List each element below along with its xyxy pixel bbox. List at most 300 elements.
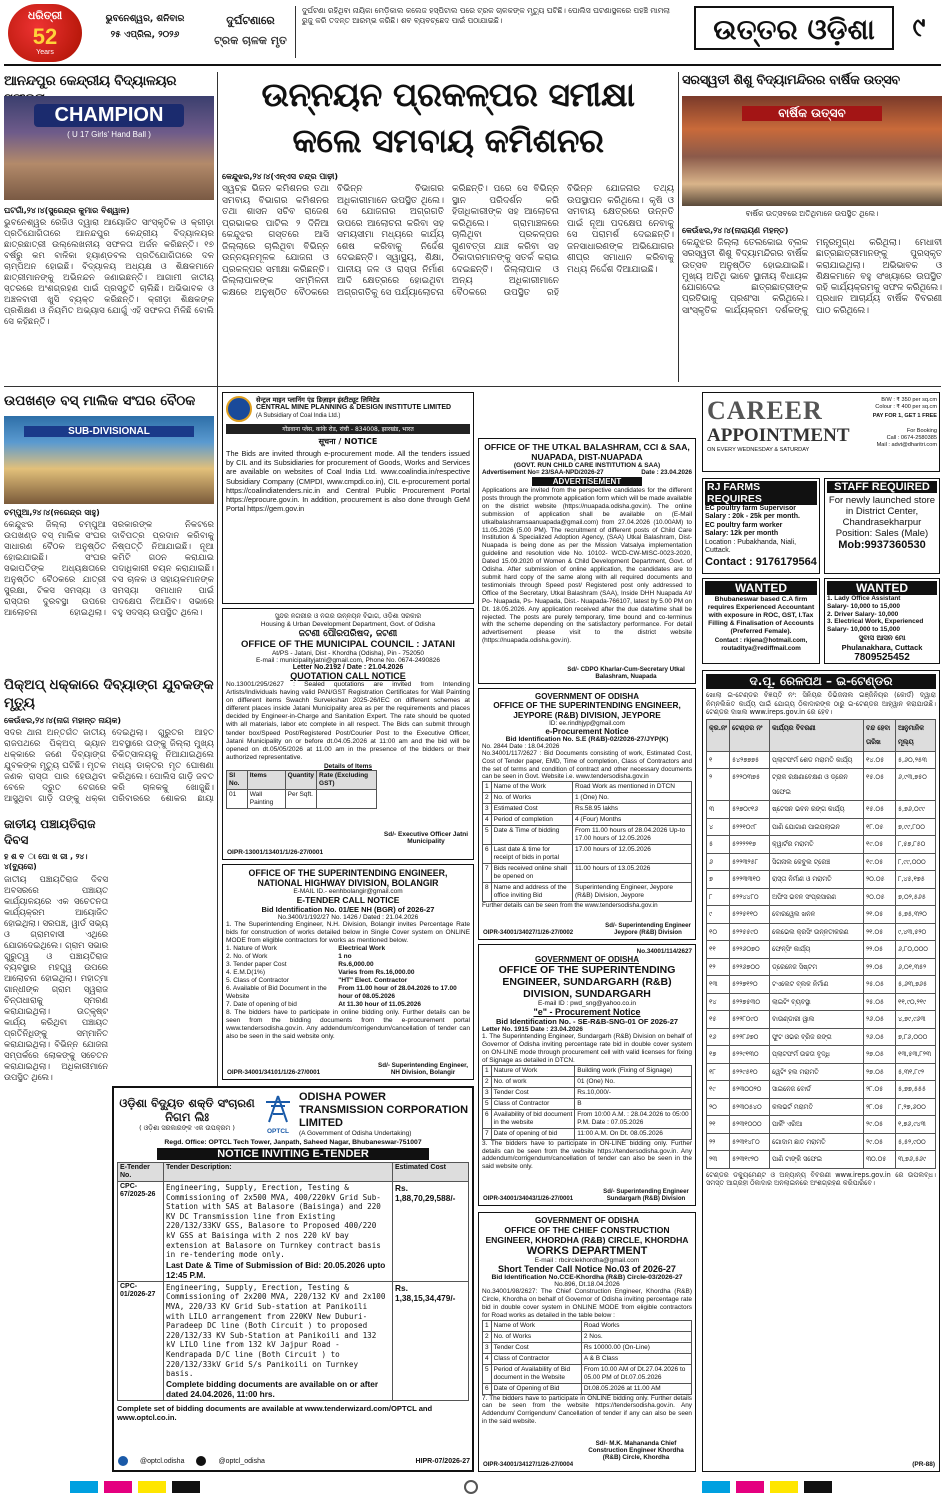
khordha-body-2: 7. The bidders have to participate in ONLINE bidding only. Further details can be seen from the website https://tendersodisha.gov.in. Any Addendum/ Corrigendum/ Cancellation of tender if any can also be seen in the said website. <box>482 1394 692 1426</box>
table-cell: Nature of Work <box>491 1065 575 1076</box>
sundargarh-govt: GOVERNMENT OF ODISHA <box>534 955 639 964</box>
table-row <box>483 1342 692 1353</box>
table-cell: ୬,୦୧,୩୫୨ <box>896 958 936 976</box>
nh-bid: Bid Identification No. 01/EE NH (BGR) of 2026-27 <box>261 905 435 914</box>
table-row <box>707 958 936 976</box>
nh-cell: Rs.6,000.00 <box>338 961 374 968</box>
table-header: ବନ୍ଦ ହେବା ତାରିଖ <box>864 719 896 751</box>
table-cell: ୫,୬୦,୨୫୩ <box>896 751 936 769</box>
table-header: ଆନୁମାନିକ ମୂଲ୍ୟ <box>896 719 936 751</box>
nh-ref: OIPR-34001/34101/1/26-27/0001 <box>227 1069 321 1076</box>
nh-cell: At 11.30 hour of 11.05.2026 <box>338 1001 421 1008</box>
table-cell: ୨୦.୦୫ <box>864 888 896 906</box>
teaser-text: ଦୁର୍ଘଟଣା ରହିଥିବା ନାୟିକା ମେଡ଼ିକାଲ କଲେଜ ହସ୍ପିଟାଲ ପରେ ଟ୍ରକ ଚାଳକଙ୍କ ମୃତ୍ୟୁ ଘଟିଛି। ପୋଲିସ ଘଟଣାସ୍ଥଳରେ ପହଞ୍ଚି ମାମଲା ରୁଜୁ କରି ତଦନ୍ତ ଆରମ୍ଭ କରିଛି। ଶବ ବ୍ୟବଚ୍ଛେଦ ପାଇଁ ପଠାଯାଇଛି। <box>302 6 670 25</box>
table-cell: ୨୧ <box>707 1116 730 1134</box>
ad-jatani <box>222 608 474 860</box>
jeypore-letter: No. 2844 Date : 18.04.2026 <box>482 743 560 751</box>
ad-sundargarh <box>478 944 696 1206</box>
jatani-td: 01 <box>227 789 248 808</box>
optcl-org-en: ODISHA POWER TRANSMISSION CORPORATION LIMITED <box>299 1091 469 1129</box>
panchayat-headline: ଜାତୀୟ ପଞ୍ଚାୟତିରାଜ ଦିବସ <box>4 817 96 847</box>
cmpdi-body: The Bids are invited through e-procurement mode. All the tenders issued by CIL and its Subsidiaries for procurement of Goods, Works and Services are available on websites of Coal India Ltd. www.coalindia.in/respective Subsidiary Company (CMPDI, www.cmpdi.co.in), CIL e-procurement portal https://coalindiatenders.nic.in and Central Public Procurement Portal https://eprocure.gov.in. In addition, procurement is also done through GeM Portal https://gem.gov.in <box>226 449 470 514</box>
table-cell: 01 (One) No. <box>575 1076 692 1087</box>
jeypore-ref: OIPR-34001/34027/1/26-27/0002 <box>483 929 574 936</box>
table-cell: ୧,୭୬,୯୪୩ <box>896 1116 936 1134</box>
color-swatch <box>172 1481 200 1493</box>
table-cell: ୨୦.୦୫ <box>864 871 896 889</box>
table-cell: ୩,୭୬,୫୬୯ <box>896 1151 936 1169</box>
staff-mob: Mob:9937360530 <box>838 539 926 551</box>
balashram-sign: Sd/- CDPO Kharlar-Cum-Secretary Utkal Balashram, Nuapada <box>567 666 685 680</box>
table-cell: ୫୨୨୭୫୩୦ <box>730 993 770 1011</box>
sundargarh-email: E-mail ID : pwd_sng@yahoo.co.in <box>537 1000 636 1007</box>
table-cell: ୨୭.୦୫ <box>864 1063 896 1081</box>
jatani-td <box>317 789 377 808</box>
table-cell: 2 <box>483 1076 492 1087</box>
khordha-govt: GOVERNMENT OF ODISHA <box>534 1216 639 1225</box>
table-cell: ୨୫.୦୫ <box>864 993 896 1011</box>
table-cell: Period of completion <box>491 815 572 826</box>
table-cell: 2 <box>483 1331 492 1342</box>
color-swatch <box>138 1481 166 1493</box>
table-cell: ସିଗନାଲ କେବୁଲ ଟ୍ରେଞ୍ଚ <box>770 853 864 871</box>
wanted-2-line-1: 1. Lady Office Assistant <box>827 595 901 602</box>
career-mail: Mail : advt@dharitri.com <box>876 442 937 448</box>
table-cell: ୫,୩୧,୮୯୨ <box>896 1063 936 1081</box>
story-kv-dateline: ଘଟଗାଁ,୨୪।୪(ସୁରେନ୍ଦ୍ର କୁମାର ବିଶ୍ୱାଳ) <box>4 206 130 215</box>
sundargarh-bid: Bid Identification No. - SE-R&B-SNG-01 OF 2026-27 <box>495 1017 679 1026</box>
career-offer: PAY FOR 1, GET 1 FREE <box>872 413 937 419</box>
masthead <box>0 0 945 68</box>
bus-dateline: ଚମ୍ପୁଆ,୨୪।୪(ନରେନ୍ଦ୍ର ସାହୁ) <box>4 508 100 517</box>
table-row <box>707 1116 936 1134</box>
table-cell: ୫ <box>707 836 730 854</box>
table-cell: ୧୩ <box>707 976 730 994</box>
story-kv-body: ଭୁବନେଶ୍ୱର ରେଜିଓ ଦ୍ୱାରା ଆୟୋଜିତ ସାଂସ୍କୃତିକ ଓ କ୍ରୀଡ଼ା ପ୍ରତିଯୋଗିତାରେ ଆନନ୍ଦପୁର କେନ୍ଦ୍ରୀୟ ବିଦ୍ୟାଳୟର ଛାତ୍ରଛାତ୍ରୀ ଉଲ୍ଲେଖନୀୟ ସଫଳତା ଅର୍ଜନ କରିଛନ୍ତି। ୧୭ ବର୍ଷରୁ କମ ବାଳିକା ହ୍ୟାଣ୍ଡବଲ ପ୍ରତିଯୋଗିତାରେ ଦଳ ଚାମ୍ପିଅନ ହୋଇଛି। ବିଦ୍ୟାଳୟ ଅଧ୍ୟକ୍ଷ ଓ ଶିକ୍ଷକମାନେ ଛାତ୍ରୀମାନଙ୍କୁ ଅଭିନନ୍ଦନ ଜଣାଇଛନ୍ତି। ଆଗାମୀ ଜାତୀୟ ସ୍ତରରେ ଅଂଶଗ୍ରହଣ ପାଇଁ ପ୍ରସ୍ତୁତି ଚାଲିଛି। ଅଭିଭାବକ ଓ ଅଞ୍ଚଳବାସୀ ଖୁସି ବ୍ୟକ୍ତ କରିଛନ୍ତି। କ୍ରୀଡ଼ା ଶିକ୍ଷକଙ୍କ ପ୍ରଶିକ୍ଷଣ ଓ ନିୟମିତ ଅଭ୍ୟାସ ଯୋଗୁଁ ଏହି ସଫଳତା ମିଳିଛି ବୋଲି ସେ କହିଛନ୍ତି। <box>4 218 214 327</box>
table-cell: Availability of bid document in the website <box>491 1109 575 1128</box>
saraswati-dateline: କେଉଁଝର,୨୪।୪(ନାରାୟଣ ମହନ୍ତ) <box>682 226 789 235</box>
rj-contact: Contact : 9176179564 <box>705 556 817 569</box>
saraswati-photo-banner: ବାର୍ଷିକ ଉତ୍ସବ <box>742 106 882 121</box>
balashram-adv-row <box>482 469 692 476</box>
table-cell: ୬,୮୦,୦୦୦ <box>896 941 936 959</box>
balashram-date: Date : 23.04.2026 <box>641 469 692 476</box>
table-cell: ୫୨୨୫୫୯୦ <box>730 923 770 941</box>
table-row <box>707 1063 936 1081</box>
table-header: କ୍ର.ନଂ <box>707 719 730 751</box>
table-cell: ୯,୪୩,୫୨୦ <box>896 923 936 941</box>
story-panchayat <box>4 816 108 1472</box>
table-cell: Tender Cost <box>491 1342 581 1353</box>
table-cell: ୨୬.୦୫ <box>864 1011 896 1029</box>
teaser-heading: ଦୁର୍ଘଟଣାରେ <box>226 14 275 27</box>
table-cell: 1 <box>483 782 492 793</box>
ad-khordha <box>478 1212 696 1472</box>
table-cell: ୨୬.୦୫ <box>864 1028 896 1046</box>
table-cell: ୮,୨୭,୬୦୦ <box>896 1098 936 1116</box>
table-cell: ଫୁଟ ଓଭର ବ୍ରିଜ ରଙ୍ଗ <box>770 1028 864 1046</box>
optcl-last-date: Last Date & Time of Submission of Bid: 20.05.2026 upto 12:45 P.M. <box>166 1259 386 1280</box>
career-booking: For Booking <box>906 428 937 434</box>
railway-ref: (PR-88) <box>912 1461 935 1468</box>
table-cell: 6 <box>483 1383 492 1394</box>
table-cell: ୫,୭୫,୩୨୦ <box>896 906 936 924</box>
table-header: ଟେଣ୍ଡର ନଂ <box>730 719 770 751</box>
wanted-2-phone: 7809525452 <box>854 651 910 663</box>
khordha-dept: WORKS DEPARTMENT <box>526 1245 648 1257</box>
optcl-ref: HIPR-07/2026-27 <box>415 1457 470 1465</box>
jatani-details: Details of Items <box>323 762 373 770</box>
table-cell: A & B Class <box>581 1353 691 1364</box>
career-sub: ON EVERY WEDNESDAY & SATURDAY <box>707 447 810 453</box>
optcl-table <box>117 1162 469 1401</box>
table-cell: 4 <box>483 1353 492 1364</box>
optcl-tender-desc <box>164 1182 393 1282</box>
balashram-adv-no: Advertisement No= 23/SAA-NPD/2026-27 <box>482 469 604 476</box>
table-cell: ୧୫.୦୫ <box>864 769 896 801</box>
table-cell: ୫୨୩୧୪୮୦ <box>730 1133 770 1151</box>
wanted-2-place: Phulanakhara, Cuttack <box>841 642 923 652</box>
table-cell: ୫୨୭୦୯୧୬ <box>730 801 770 819</box>
ad-rj-farms <box>702 478 820 574</box>
table-cell: ୫୨୨୯୧୩୦ <box>730 1046 770 1064</box>
table-cell: କଲଭର୍ଟ ମରାମତି <box>770 1098 864 1116</box>
career-rates <box>859 397 937 449</box>
saraswati-headline: ସରସ୍ୱତୀ ଶିଶୁ ବିଦ୍ୟାମନ୍ଦିରର ବାର୍ଷିକ ଉତ୍ସବ <box>682 73 900 88</box>
khordha-ref: OIPR-34001/34127/1/26-27/0004 <box>483 1461 574 1468</box>
table-cell: Period of Availability of Bid document in the Website <box>491 1364 581 1383</box>
table-cell: ୨୯.୦୫ <box>864 1116 896 1134</box>
table-row <box>483 883 692 902</box>
table-cell: ୨୯.୦୫ <box>864 1133 896 1151</box>
nh-email: E-MAIL ID.- eenhbolangir@gmail.com <box>293 888 403 895</box>
table-cell: ୯ <box>707 906 730 924</box>
optcl-social-row <box>118 1455 470 1467</box>
table-cell: ଅଫିସ ଭବନ ସଂପ୍ରସାରଣ <box>770 888 864 906</box>
color-swatch <box>804 1481 832 1493</box>
table-cell: ୫୨୨୪୪୮୦ <box>730 888 770 906</box>
khordha-body: No.34001/98/2627: The Chief Construction Engineer, Khordha (R&B) Circle, Khordha on behalf of Governor of Odisha inviting percentage rate bid in double cover system in ONLINE MODE from eligible contractors for Road works as detailed in the table below : <box>482 1288 692 1319</box>
sundargarh-title: OFFICE OF THE SUPERINTENDING ENGINEER, SUNDARGARH (R&B) DIVISION, SUNDARGARH <box>498 964 676 1000</box>
optcl-tender-no: CPC-67/2025-26 <box>118 1182 164 1282</box>
table-cell: ଟ୍ରାକ ରକ୍ଷଣାବେକ୍ଷଣ ଓ ଡ୍ରେନ ସଫେଇ <box>770 769 864 801</box>
ad-optcl <box>112 1086 474 1472</box>
rj-body-5: Location : Pubakhanda, Niali, Cuttack. <box>705 538 797 555</box>
nh-cell: 7. Date of opening of bid <box>226 1001 297 1008</box>
balashram-title: OFFICE OF THE UTKAL BALASHRAM, CCI & SAA, NUAPADA, DIST-NUAPADA <box>484 442 690 462</box>
table-cell: 7 <box>483 1128 492 1139</box>
table-cell: Rs.58.95 lakhs <box>573 804 692 815</box>
table-cell: ୧୫.୦୫ <box>864 801 896 819</box>
lead-headline-2: କଲେ ସମବାୟ କମିଶନର <box>292 121 604 160</box>
table-cell: Date & Time of bidding <box>491 826 572 845</box>
table-cell: ୧୯.୦୫ <box>864 836 896 854</box>
table-cell: ୫୨୨୮୬୭୦ <box>730 1028 770 1046</box>
lead-dateline: କେନ୍ଦୁଝର,୨୪।୪(ଏନ୍ଏସ ଚନ୍ଦ୍ର ପାଢ଼ୀ) <box>222 172 339 181</box>
table-cell: ୨ <box>707 769 730 801</box>
table-row <box>483 815 692 826</box>
divider <box>678 72 679 382</box>
logo-years: 52 <box>32 24 58 49</box>
sundargarh-letter: Letter No. 1915 Date : 23.04.2026 <box>482 1026 583 1033</box>
table-header: କାର୍ଯ୍ୟର ବିବରଣୀ <box>770 719 864 751</box>
table-cell: ପାର୍କିଂ ଏରିଆ <box>770 1116 864 1134</box>
table-cell: ୫,୫୨,୯୦୦ <box>896 1133 936 1151</box>
table-cell: ୧୯ <box>707 1081 730 1099</box>
table-cell: ୫୨୨୦୩୭୫ <box>730 769 770 801</box>
khordha-table <box>482 1320 692 1395</box>
cmpdi-notice-label: सूचना / NOTICE <box>318 437 378 446</box>
table-cell: ୨୧.୦୫ <box>864 906 896 924</box>
pickup-headline: ପିକ୍‌ଅପ୍ ଧକ୍କାରେ ଦିବ୍ୟାଙ୍ଗ ଯୁବକଙ୍କ ମୃତ୍ୟୁ <box>4 677 214 711</box>
table-cell: Class of Contractor <box>491 1353 581 1364</box>
table-cell: ୧୫ <box>707 1011 730 1029</box>
ad-career-appointment <box>702 392 940 472</box>
table-cell: Dt.08.05.2026 at 11.00 AM <box>581 1383 691 1394</box>
rj-body-4: Salary: 12k per month <box>705 530 779 538</box>
story-kv-headline: ଆନନ୍ଦପୁର କେନ୍ଦ୍ରୀୟ ବିଦ୍ୟାଳୟର <box>4 73 177 89</box>
table-cell: 8 <box>483 883 492 902</box>
nh-body-2: 8. The bidders have to participate in online bidding only. Further details can be seen from the bidding documents from the e-procurement portal www.tendersodisha.gov.in. Any addendum/corrigendum/cancellation of tender can also be seen in the said website only. <box>226 1009 470 1040</box>
staff-position: Position: Sales (Male) <box>835 528 929 539</box>
table-cell: ୨୨ <box>707 1133 730 1151</box>
nh-cell: 3. Tender paper Cost <box>226 961 287 968</box>
nh-cell: 1 no <box>338 953 352 960</box>
table-cell: ୧୯.୦୫ <box>864 853 896 871</box>
optcl-notice: NOTICE INVITING E-TENDER <box>157 1148 429 1160</box>
cmpdi-org-hi: सेन्ट्रल माइन प्लानिंग एंड डिज़ाइन इंस्टीट्यूट लिमिटेड <box>256 396 380 404</box>
rj-body-2: Salary : 20k - 25k per month. <box>705 513 800 521</box>
coal-india-logo-icon <box>226 396 252 422</box>
nh-row <box>226 945 470 953</box>
transmission-tower-icon <box>261 1094 295 1124</box>
logo-years-label: Years <box>36 49 54 56</box>
table-cell: From 11.00 hours of 28.04.2026 Up-to 17.00 hours of 12.05.2026 <box>573 826 692 845</box>
khordha-call: Short Tender Call Notice No.03 of 2026-27 <box>498 1264 676 1274</box>
table-cell: 11:00 A.M. On Dt. 08.05.2026 <box>575 1128 692 1139</box>
jatani-body: No.13001/295/2627 : Sealed quotations are invited from Intending Artists/Individuals having valid PAN/GST Registration Certificates for Wall Painting on different items Swachh Survekshan 2025-26/IEC on different schemes at different places inside Jatani Municipality area as per the requirements and places decided by Engineer-in-Charge and Sanitation Expert. The rate should be quoted with all materials, labor etc complete in all respect. The Bids can submit through tender box/Speed Post/Registered Post/Courier Post to the Executive Officer, Jatani Municipality on or before dt.04.05.2026 at 11:00 am and the bid will be opened on dt.05/05/2026 at 11.00 am in the presence of the bidders or their authorized representative. <box>226 681 470 761</box>
nh-cell: 1. Nature of Work <box>226 945 277 952</box>
table-cell: ପାଣି ଟାଙ୍କି ସଫେଇ <box>770 1151 864 1169</box>
table-cell: 1 <box>483 1320 492 1331</box>
wanted-2-line-3: 2. Driver Salary- 10,000 <box>827 610 899 618</box>
table-cell: No. of Works <box>491 793 572 804</box>
color-swatch <box>702 1481 730 1493</box>
table-row <box>483 1320 692 1331</box>
khordha-letter: No.896, Dt.18.04.2026 <box>554 1281 620 1288</box>
table-row <box>483 864 692 883</box>
staff-body: For newly launched store in District Center, Chandrasekharpur <box>828 495 936 528</box>
jatani-sign: Sd/- Executive Officer Jatni Municipality <box>383 831 469 845</box>
color-swatch <box>770 1481 798 1493</box>
table-cell: 3 <box>483 1342 492 1353</box>
table-cell: Last date & time for receipt of bids in portal <box>491 845 572 864</box>
khordha-sign: Sd/- M.K. Mahananda Chief Construction Engineer Khordha (R&B) Circle, Khordha <box>588 1440 684 1461</box>
career-title-1: CAREER <box>707 397 823 425</box>
table-row <box>707 1028 936 1046</box>
table-cell: ୭,୦୨,୫୬୫ <box>896 888 936 906</box>
optcl-th: Estimated Cost <box>393 1163 469 1182</box>
table-cell: ପ୍ଲାଟଫର୍ମ ଶେଡ ମରାମତି କାର୍ଯ୍ୟ <box>770 751 864 769</box>
table-cell: ୫,୭୬,୦୯୯ <box>896 801 936 819</box>
table-cell: B <box>575 1098 692 1109</box>
table-row <box>707 923 936 941</box>
bus-photo <box>4 416 214 504</box>
table-cell: ୧୨ <box>707 958 730 976</box>
color-swatch <box>736 1481 764 1493</box>
sundargarh-sign: Sd/- Superintending Engineer Sundargarh (R&B) Division <box>603 1188 689 1202</box>
table-cell: 3 <box>483 804 492 815</box>
registration-mark-icon <box>464 1480 478 1494</box>
table-row <box>707 1133 936 1151</box>
jatani-th: Sl No. <box>227 770 248 789</box>
table-cell: ଗୋଦାମ ଛାତ ମରାମତି <box>770 1133 864 1151</box>
table-cell: ୪,୭୯,୯୬୩ <box>896 1011 936 1029</box>
table-cell: ୧୦ <box>707 923 730 941</box>
balashram-label: ADVERTISEMENT <box>532 477 642 486</box>
nh-cell: 2. No. of Work <box>226 953 268 960</box>
jatani-td: Per Sqft. <box>285 789 316 808</box>
wanted-1-body: Bhubaneswar based C.A firm requires Experienced Accountant with exposure in ROC, GST, I.Tax Filling & Finalisation of Accounts (Preferred Female). <box>707 596 815 635</box>
table-cell: ୫୪୨୭୭୭୫ <box>730 751 770 769</box>
nh-cell: 6. Available of Bid Document in the Website <box>226 985 327 1000</box>
pickup-dateline: କେଉଁଝର,୨୪।୪(ନାଗ ମହାନ୍ତ ନାୟକ) <box>4 716 122 725</box>
khordha-email: E-mail : rbcirclekhordha@gmail.com <box>534 1257 640 1264</box>
jatani-office-od: ଜଟଣୀ ପୌରପରିଷଦ, ଜଟଣୀ <box>298 629 398 639</box>
twitter-icon <box>196 1456 206 1466</box>
table-cell: ୮,୫୭,୮୫୦ <box>896 836 936 854</box>
table-cell: Name of Work <box>491 1320 581 1331</box>
wanted-2-title: WANTED <box>827 581 937 595</box>
table-cell: No. of work <box>491 1076 575 1087</box>
table-cell: ୬,୯୩,୭୫୦ <box>896 769 936 801</box>
balashram-body: Applications are invited from the perspective candidates for the different posts through the prommote application form which will be made available on the district website (https://nuapada.odisha.gov.in). The online submission of application shall be available on (E-Mail utkalbalashramsaanuapada@gmail.com) from 27.04.2026 (10.00AM) to 11.05.2026 (5.00 PM). The recruitment of different posts of Child Care Institution & Specialized Adoption Agency, (SAA) Utkal Balashram, Dist-Nuapada is being done as per the Mission Vatsalya implementation guideline and resolution vide No. 10102- WCD-CW-MISC-0023-2020, Dated 15.09.2020 of Women & Child Development Department, Govt. of Odisha. After submission of online application, the candidates are to submit hard copy of the same along with all required documents and testimonials through Speed post/ Registered post only addressed to Office of the Secretary, Utkal Balashram (SAA), Inside DHH Nuapada At/ Po- Nuapada, Ps- Nuapada, Dist.- Nuapada-766107, latest by 5.00 PM on Dt. 18.05.2026. Any application received after the due date/time shall be rejected. The posts are purely temporary, time bound and co-terminus with the scheme depending on the satisfactory performance. For detail advertisement please visit to the district website (https://nuapada.odisha.gov.in). <box>482 487 692 645</box>
nh-row <box>226 985 470 1001</box>
table-cell: ୧୪.୦୫ <box>864 751 896 769</box>
table-cell: From 10:00 A.M. : 28.04.2026 to 05:00 P.M. Date : 07.05.2026 <box>575 1109 692 1128</box>
table-cell: 6 <box>483 845 492 864</box>
table-cell: ୫୨୨୩୨୫୮ <box>730 853 770 871</box>
table-cell: ୫୨୨୭୧୨୦ <box>730 976 770 994</box>
table-cell: ୧୪ <box>707 993 730 1011</box>
color-swatch <box>70 1481 98 1493</box>
nh-body: 1. The Superintending Engineer, N.H. Division, Bolangir invites Percentage Rate bids for construction of works detailed below in Single Cover system on ONLINE MODE from eligible contractors for works as mentioned below. <box>226 921 470 944</box>
table-cell: 4 <box>483 815 492 826</box>
saraswati-body: କେନ୍ଦୁଝର ଜିଲ୍ଲା ତେଲକୋଇ ବ୍ଲକ ସରସ୍ୱତୀ ଶିଶୁ ବିଦ୍ୟାମନ୍ଦିରର ବାର୍ଷିକ ଉତ୍ସବ ଅନୁଷ୍ଠିତ ହୋଇଯାଇଛି। ମୁଖ୍ୟ ଅତିଥି ଭାବେ ସ୍ଥାନୀୟ ବିଧାୟକ ଯୋଗଦେଇ ଛାତ୍ରଛାତ୍ରୀଙ୍କ ପ୍ରତିଭାକୁ ପ୍ରଶଂସା କରିଥିଲେ। ସାଂସ୍କୃତିକ କାର୍ଯ୍ୟକ୍ରମ ଦର୍ଶକଙ୍କୁ ମନ୍ତ୍ରମୁଗ୍ଧ କରିଥିଲା। ମେଧାବୀ ଛାତ୍ରଛାତ୍ରୀମାନଙ୍କୁ ପୁରସ୍କୃତ କରାଯାଇଥିଲା। ଅଭିଭାବକ ଓ ଶିକ୍ଷକମାନେ ବହୁ ସଂଖ୍ୟାରେ ଉପସ୍ଥିତ ରହି କାର୍ଯ୍ୟକ୍ରମକୁ ସଫଳ କରିଥିଲେ। ପ୍ରଧାନ ଆଚାର୍ଯ୍ୟ ବାର୍ଷିକ ବିବରଣୀ ପାଠ କରିଥିଲେ। <box>682 238 942 316</box>
table-cell: ବାଉଣ୍ଡାରୀ ୱାଲ <box>770 1011 864 1029</box>
wanted-1-contact: Contact : rkjena@hotmail.com, routaditya@rediffmail.com <box>714 637 808 652</box>
table-row <box>707 941 936 959</box>
table-cell: ସାଇନେଜ ବୋର୍ଡ <box>770 1081 864 1099</box>
table-cell: ୧୬ <box>707 1028 730 1046</box>
table-cell: Road Work as mentioned in DTCN <box>573 782 692 793</box>
table-cell: ୧୮ <box>707 1063 730 1081</box>
rj-body-3: EC poultry farm worker <box>705 521 783 529</box>
table-cell: ୧୭ <box>707 1046 730 1064</box>
table-cell: ୫୨୨୨୨୧୭ <box>730 836 770 854</box>
table-cell: ୨୦ <box>707 1098 730 1116</box>
wanted-2-line-2: Salary- 10,000 to 15,000 <box>827 602 900 610</box>
nh-title: OFFICE OF THE SUPERINTENDING ENGINEER, NATIONAL HIGHWAY DIVISION, BOLANGIR <box>248 868 448 888</box>
sundargarh-table <box>482 1065 692 1140</box>
nh-row <box>226 961 470 969</box>
story-bus <box>4 392 214 812</box>
table-cell: Name of the Work <box>491 782 572 793</box>
optcl-tender-desc <box>164 1281 393 1400</box>
table-cell: ୧୧,୯୦,୨୧୯ <box>896 993 936 1011</box>
table-cell: ବୋରୱେଲ ଖନନ <box>770 906 864 924</box>
table-row <box>707 906 936 924</box>
table-row <box>707 818 936 836</box>
table-cell: ୫୨୨୬୦୭୦ <box>730 941 770 959</box>
optcl-org-od-sub: ( ଓଡ଼ିଶା ସରକାରଙ୍କ ଏକ ଉପକ୍ରମ ) <box>139 1123 235 1132</box>
facebook-icon <box>118 1456 128 1466</box>
nh-cell: 4. E.M.D(1%) <box>226 969 266 976</box>
table-cell: ୫୨୨୮୦୯୦ <box>730 1011 770 1029</box>
cmpdi-address: गोंडवाना प्लेस, कांके रोड, रांची - 834008, झारखंड, भारत <box>226 424 470 434</box>
page-number: ୯ <box>912 13 926 43</box>
table-row <box>707 976 936 994</box>
table-cell: From 10.00 AM of Dt.27.04.2026 to 05.00 PM of Dt.07.05.2026 <box>581 1364 691 1383</box>
story-kv <box>4 72 214 382</box>
jeypore-footer: Further details can be seen from the www.tendersodisha.gov.in <box>482 902 658 909</box>
panchayat-body: ଜାତୀୟ ପଞ୍ଚାୟତିରାଜ ଦିବସ ଅବସରରେ ପଞ୍ଚାୟତ କାର୍ଯ୍ୟାଳୟରେ ଏକ ସଚେତନତା କାର୍ଯ୍ୟକ୍ରମ ଆୟୋଜିତ ହୋଇଥିଲା। ସରପଞ୍ଚ, ୱାର୍ଡ ସଭ୍ୟ ଓ ଗ୍ରାମବାସୀ ଏଥିରେ ଯୋଗଦେଇଥିଲେ। ଗ୍ରାମ ସଭାର ଗୁରୁତ୍ୱ ଓ ପଞ୍ଚାୟତିରାଜ ବ୍ୟବସ୍ଥାର ମହତ୍ତ୍ୱ ଉପରେ ଆଲୋଚନା ହୋଇଥିଲା। ମହାତ୍ମା ଗାନ୍ଧୀଙ୍କ ଗ୍ରାମ ସ୍ୱରାଜ ଚିନ୍ତାଧାରାକୁ ସ୍ମରଣ କରାଯାଇଥିଲା। ଉତ୍କୃଷ୍ଟ କାର୍ଯ୍ୟ କରିଥିବା ପଞ୍ଚାୟତ ପ୍ରତିନିଧିଙ୍କୁ ସମ୍ମାନିତ କରାଯାଇଥିଲା। ବିଭିନ୍ନ ଯୋଜନା ସମ୍ପର୍କରେ ଲୋକଙ୍କୁ ସଚେତନ କରାଯାଇଥିଲା। ଅଧିକାରୀମାନେ ଉପସ୍ଥିତ ଥିଲେ। <box>4 874 108 1082</box>
jatani-office-en: OFFICE OF THE MUNICIPAL COUNCIL : JATANI <box>241 639 455 650</box>
table-cell: 4 (Four) Months <box>573 815 692 826</box>
nh-no: No.3400/1/192/27 No. 1426 / Dated : 21.04.2026 <box>277 914 419 921</box>
table-cell: ୧୮.୦୫ <box>864 818 896 836</box>
table-cell: ୫୨୨୬୭୦୦ <box>730 958 770 976</box>
sundargarh-call: "e" - Procurement Notice <box>533 1007 641 1017</box>
photo-banner-sub: ( U 17 Girls' Hand Ball ) <box>67 130 151 139</box>
jatani-email: E-mail : municipalityjatni@gmail.com, Phone No. 0674-2490826 <box>256 657 440 664</box>
table-cell: ୨୭.୦୫ <box>864 1046 896 1064</box>
ad-nh-bolangir <box>222 864 474 1080</box>
staff-title: STAFF REQUIRED <box>827 481 937 493</box>
table-row <box>483 1353 692 1364</box>
table-cell: Date of opening of bid <box>491 1128 575 1139</box>
table-row <box>707 993 936 1011</box>
table-cell: ୩୦.୦୫ <box>864 1151 896 1169</box>
table-row <box>483 1076 692 1087</box>
bus-body: କେନ୍ଦୁଝର ଜିଲ୍ଲା ଚମ୍ପୁଆ ଉପଖଣ୍ଡ ବସ୍ ମାଲିକ ସଂଘର ସାଧାରଣ ବୈଠକ ଅନୁଷ୍ଠିତ ହୋଇଯାଇଛି। ସଂଘର ସଭାପତିଙ୍କ ଅଧ୍ୟକ୍ଷତାରେ ଅନୁଷ୍ଠିତ ବୈଠକରେ ଯାତ୍ରୀ ସୁରକ୍ଷା, ଟିକସ ସମସ୍ୟା ଓ ରାସ୍ତାର ଦୁରବସ୍ଥା ଉପରେ ଆଲୋଚନା ହୋଇଥିଲା। ସରକାରଙ୍କ ନିକଟରେ ଦାବିପତ୍ର ପ୍ରଦାନ କରିବାକୁ ନିଷ୍ପତ୍ତି ନିଆଯାଇଛି। ନୂଆ କମିଟି ଗଠନ କରାଯାଇ ପଦାଧିକାରୀ ଚୟନ କରାଯାଇଛି। ବସ ଚାଳକ ଓ ସହାୟକମାନଙ୍କ ସମସ୍ୟା ସମାଧାନ ପାଇଁ ପଦକ୍ଷେପ ନିଆଯିବ। ସଭାରେ ବହୁ ସଦସ୍ୟ ଉପସ୍ଥିତ ଥିଲେ। <box>4 520 214 618</box>
ad-railway-tender <box>702 670 940 1472</box>
cmpdi-org-en: CENTRAL MINE PLANNING & DESIGN INSTITUTE LIMITED <box>256 404 452 411</box>
table-row <box>707 769 936 801</box>
table-cell: ଡ୍ରେନେଜ ସିଷ୍ଟମ <box>770 958 864 976</box>
nh-cell: From 11.00 hour of 28.04.2026 to 17.00 hour of 08.05.2026 <box>338 985 457 1000</box>
nh-row <box>226 953 470 961</box>
table-cell: ୭,୯୯,୮୦୦ <box>896 818 936 836</box>
table-cell: 3 <box>483 1087 492 1098</box>
table-cell: ୨୧.୦୫ <box>864 923 896 941</box>
table-row <box>707 888 936 906</box>
railway-title: ଦ.ପୂ. ରେଳପଥ – ଇ-ଟେଣ୍ଡର <box>706 674 936 689</box>
optcl-social-2: @optcl_odisha <box>218 1457 265 1465</box>
table-cell: 1 (One) No. <box>573 793 692 804</box>
jatani-govt: ସୁନ୍ଦର ନଗରୀର ଓ ନଗର ଉନ୍ନୟନ ବିଭାଗ, ଓଡ଼ିଶା ସରକାର <box>274 612 422 620</box>
ad-wanted-accountant <box>702 578 820 664</box>
optcl-social-1: @optcl.odisha <box>140 1457 185 1465</box>
table-cell: Tender Cost <box>491 1087 575 1098</box>
table-cell: Name and address of the office inviting Bid <box>491 883 572 902</box>
career-title-2: APPOINTMENT <box>707 425 850 446</box>
optcl-footer: Complete set of bidding documents are available at www.tenderwizard.com/OPTCL and www.optcl.co.in. <box>117 1403 433 1422</box>
table-cell: ୧୧ <box>707 941 730 959</box>
table-cell: ୫୨୨୩୩୧୦ <box>730 871 770 889</box>
table-row <box>707 1046 936 1064</box>
table-row <box>707 1011 936 1029</box>
